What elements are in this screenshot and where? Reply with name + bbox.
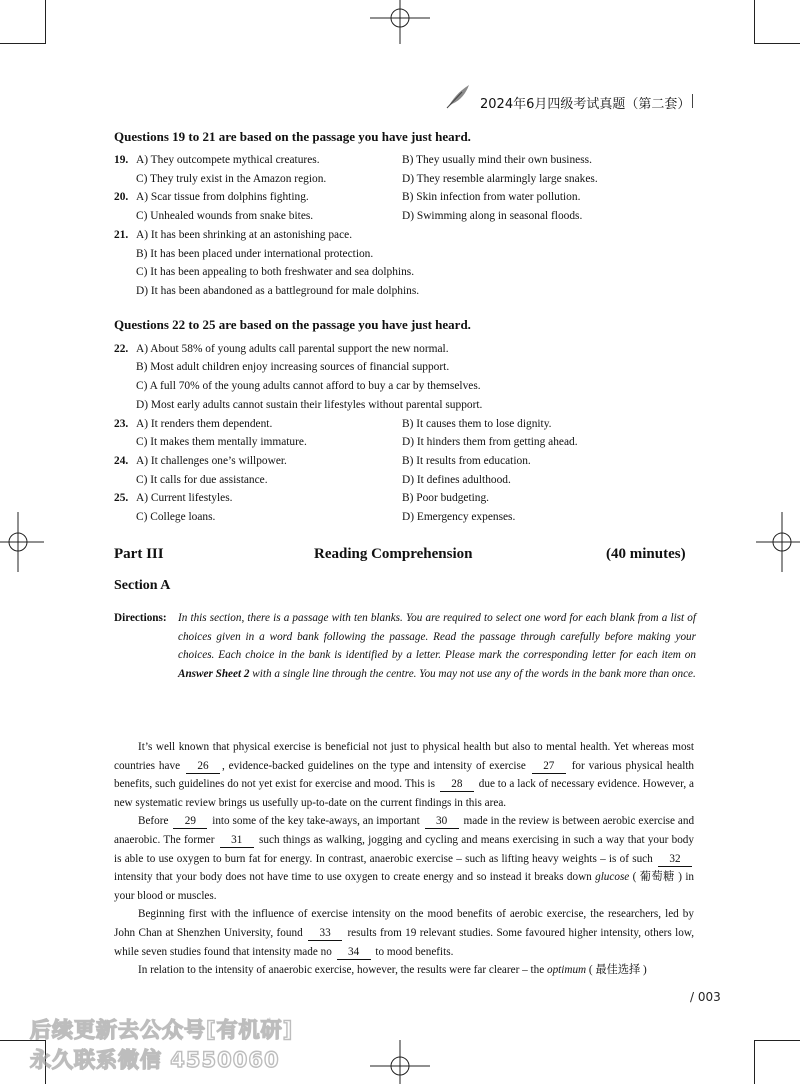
text: to mood benefits. [375,945,454,958]
registration-mark-top [370,0,430,44]
reading-passage [114,738,694,980]
watermark-line-1: 后续更新去公众号[有机研] [30,1018,294,1042]
option-c: C) A full 70% of the young adults cannot afford to buy a car by themselves. [136,380,481,392]
option-a: A) Current lifestyles. [136,492,233,504]
directions-text-part: with a single line through the centre. You may not use any of the words in the bank more than once. [249,667,696,680]
term-optimum: optimum [546,964,587,977]
blank-31: 31 [220,834,254,848]
blank-28: 28 [440,778,474,792]
blank-26: 26 [186,760,220,774]
questions-19-21-heading: Questions 19 to 21 are based on the passage you have just heard. [114,129,471,144]
text: In relation to the intensity of anaerobic exercise, however, the results were far clearer – the [138,964,545,977]
crop-mark [754,0,755,44]
blank-27: 27 [532,760,566,774]
blank-32: 32 [658,853,692,867]
option-d: D) Swimming along in seasonal floods. [402,210,583,222]
question-number: 20. [114,191,129,203]
option-a: A) Scar tissue from dolphins fighting. [136,191,309,203]
registration-mark-left [0,512,44,572]
paragraph-4 [114,961,694,980]
directions-text-part: In this section, there is a passage with ten blanks. You are required to select one word for each blank from a list of choices given in a word bank following the passage. Read the passage through carefully before making your choices. Each choice in the bank is identified by a letter. Please mark the corresponding letter for each item on [178,612,696,662]
text: Beginning first with the influence of exercise intensity on the mood benefits of aerobic exercise, the researchers, led by John Chan at Shenzhen University, found [114,908,694,939]
option-d: D) It defines adulthood. [402,474,511,486]
option-b: B) It results from education. [402,455,531,467]
question-number: 21. [114,229,129,241]
text: intensity that your body does not have time to use oxygen to create energy and so instead it breaks down [114,871,592,884]
part-time: (40 minutes) [606,546,686,562]
question-number: 25. [114,492,129,504]
option-d: D) It has been abandoned as a battleground for male dolphins. [136,285,420,297]
option-d: D) Most early adults cannot sustain their lifestyles without parental support. [136,399,483,411]
feather-icon [444,82,472,110]
option-c: C) It has been appealing to both freshwater and sea dolphins. [136,266,415,278]
page-number: / 003 [690,990,721,1004]
option-a: A) It challenges one’s willpower. [136,455,287,467]
text: It’s well known that physical exercise is beneficial not just to physical health but also to mental health. Yet whereas most countries have [114,741,694,772]
page-header [440,86,700,116]
option-d: D) Emergency expenses. [402,511,516,523]
question-number: 22. [114,343,129,355]
crop-mark [45,0,46,44]
text: , evidence-backed guidelines on the type and intensity of exercise [221,759,526,772]
paragraph-2 [114,812,694,905]
text: into some of the key take-aways, an important [212,815,420,828]
blank-33: 33 [308,927,342,941]
option-d: D) It hinders them from getting ahead. [402,436,578,448]
text: such things as walking, jogging and cycling and means exercising in such a way that your body is able to use oxygen to burn fat for energy. In contrast, anaerobic exercise – such as lifting heavy weights – is of such [114,833,694,865]
header-divider [692,94,693,108]
question-number: 24. [114,455,129,467]
option-c: C) College loans. [136,511,216,523]
question-number: 23. [114,418,129,430]
text: results from 19 relevant studies. Some favoured higher intensity, others low, while seven studies found that intensity made no [114,926,694,958]
crop-mark [754,43,800,44]
gloss: ( 葡萄糖 ) [632,871,682,884]
header-title: 2024年6月四级考试真题（第二套） [480,97,691,112]
text: in your blood or muscles. [114,871,695,902]
text: made in the review is between aerobic exercise and anaerobic. The former [114,815,695,846]
option-b: B) It has been placed under international protection. [136,248,374,260]
text: for various physical health benefits, such guidelines do not yet exist for exercise and mood. This is [114,759,695,791]
option-d: D) They resemble alarmingly large snakes. [402,173,598,185]
option-b: B) Poor budgeting. [402,492,490,504]
option-a: A) It has been shrinking at an astonishing pace. [136,229,353,241]
option-a: A) They outcompete mythical creatures. [136,154,320,166]
option-b: B) It causes them to lose dignity. [402,418,552,430]
crop-mark [754,1040,755,1084]
option-c: C) It calls for due assistance. [136,474,268,486]
registration-mark-bottom [370,1040,430,1084]
option-c: C) Unhealed wounds from snake bites. [136,210,314,222]
text: due to a lack of necessary evidence. However, a new systematic review brings us usefully up-to-date on the current findings in this area. [114,778,695,809]
blank-34: 34 [337,946,371,960]
blank-29: 29 [173,815,207,829]
option-c: C) They truly exist in the Amazon region. [136,173,327,185]
crop-mark [0,43,46,44]
paragraph-3 [114,905,694,961]
gloss: ( 最佳选择 ) [588,964,647,977]
part-label: Part III [114,546,164,562]
option-c: C) It makes them mentally immature. [136,436,307,448]
registration-mark-right [756,512,800,572]
section-a-heading: Section A [114,578,171,593]
directions-label: Directions: [114,612,167,624]
part-title: Reading Comprehension [314,546,473,562]
term-glucose: glucose [595,871,630,884]
option-b: B) Skin infection from water pollution. [402,191,581,203]
option-a: A) It renders them dependent. [136,418,273,430]
watermark-line-2: 永久联系微信 4550060 [30,1048,280,1072]
answer-sheet-ref: Answer Sheet 2 [178,667,250,680]
question-number: 19. [114,154,129,166]
option-b: B) Most adult children enjoy increasing sources of financial support. [136,361,450,373]
option-b: B) They usually mind their own business. [402,154,592,166]
crop-mark [754,1040,800,1041]
option-a: A) About 58% of young adults call parental support the new normal. [136,343,449,355]
paragraph-1 [114,738,694,812]
questions-22-25-heading: Questions 22 to 25 are based on the passage you have just heard. [114,317,471,332]
text: Before [138,815,169,828]
directions-text [178,609,696,683]
blank-30: 30 [425,815,459,829]
